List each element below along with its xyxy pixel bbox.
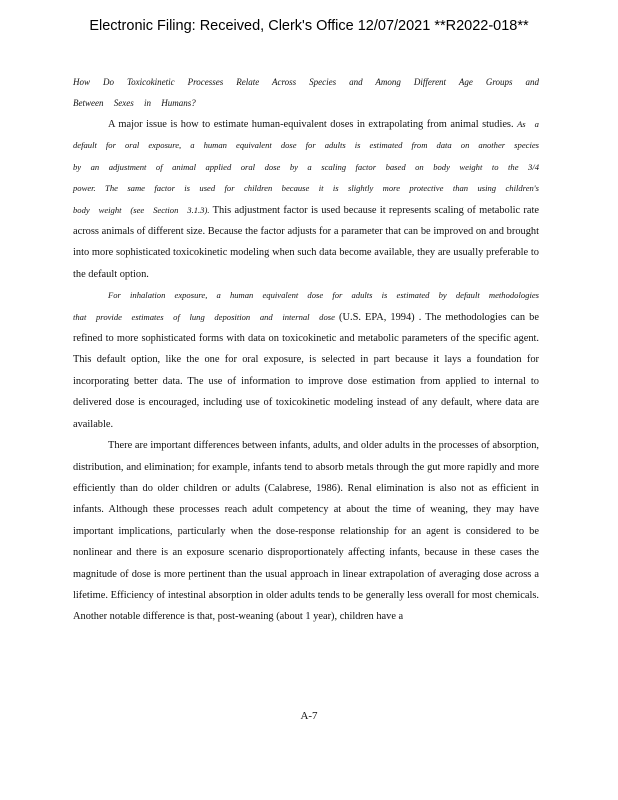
italic-text: As a default for oral exposure, a human equivalent dose for adults is estimated from data on another species by an adjustment of animal applied oral dose by a scaling factor based on body weight to the 3/4 power. The same factor is used for children because it is slightly more protective than using children's body weight (see Section 3.1.3).: [73, 119, 539, 215]
electronic-filing-header: Electronic Filing: Received, Clerk's Office 12/07/2021 **R2022-018**: [89, 18, 529, 34]
paragraph-text: (U.S. EPA, 1994) . The methodologies can be refined to more sophisticated forms with data on toxicokinetic and metabolic parameters of the specific agent. This default option, like the one for oral exposure, is selected in part because it lays a foundation for incorporating better data. The use of information to improve dose estimation from applied to internal to delivered dose is encouraged, including use of toxicokinetic modeling instead of any default, where data are available.: [73, 311, 539, 430]
paragraph-text: This adjustment factor is used because it represents scaling of metabolic rate across animals of different size. Because the factor adjusts for a parameter that can be improved on and brought into more sophisticated toxicokinetic modeling when such data become available, they are usually preferable to the default option.: [73, 204, 540, 280]
section-heading: How Do Toxicokinetic Processes Relate Across Species and Among Different Age Groups and Between Sexes in Humans?: [73, 77, 539, 108]
italic-text: For inhalation exposure, a human equivalent dose for adults is estimated by default methodologies that provide estimates of lung deposition and internal dose: [73, 290, 539, 322]
page-number: A-7: [300, 710, 318, 722]
paragraph-inhalation-exposure: [73, 285, 539, 435]
paragraph-oral-exposure: [73, 114, 539, 285]
paragraph-age-differences: There are important differences between infants, adults, and older adults in the processes of absorption, distribution, and elimination; for example, infants tend to absorb metals through the gut more rapidly and more efficiently than do older children or adults (Calabrese, 1986). Renal elimination is also not as efficient in infants. Although these processes reach adult competency at about the time of weaning, they may have important implications, particularly when the dose-response relationship for an agent is considered to be nonlinear and there is an exposure scenario disproportionately affecting infants, because in these cases the magnitude of dose is more pertinent than the usual approach in linear extrapolation of averaging dose across a lifetime. Efficiency of intestinal absorption in older adults tends to be generally less overall for most chemicals. Another notable difference is that, post-weaning (about 1 year), children have a: [73, 440, 539, 623]
paragraph-text: A major issue is how to estimate human-equivalent doses in extrapolating from animal studies.: [108, 119, 514, 130]
document-body: [73, 72, 539, 628]
